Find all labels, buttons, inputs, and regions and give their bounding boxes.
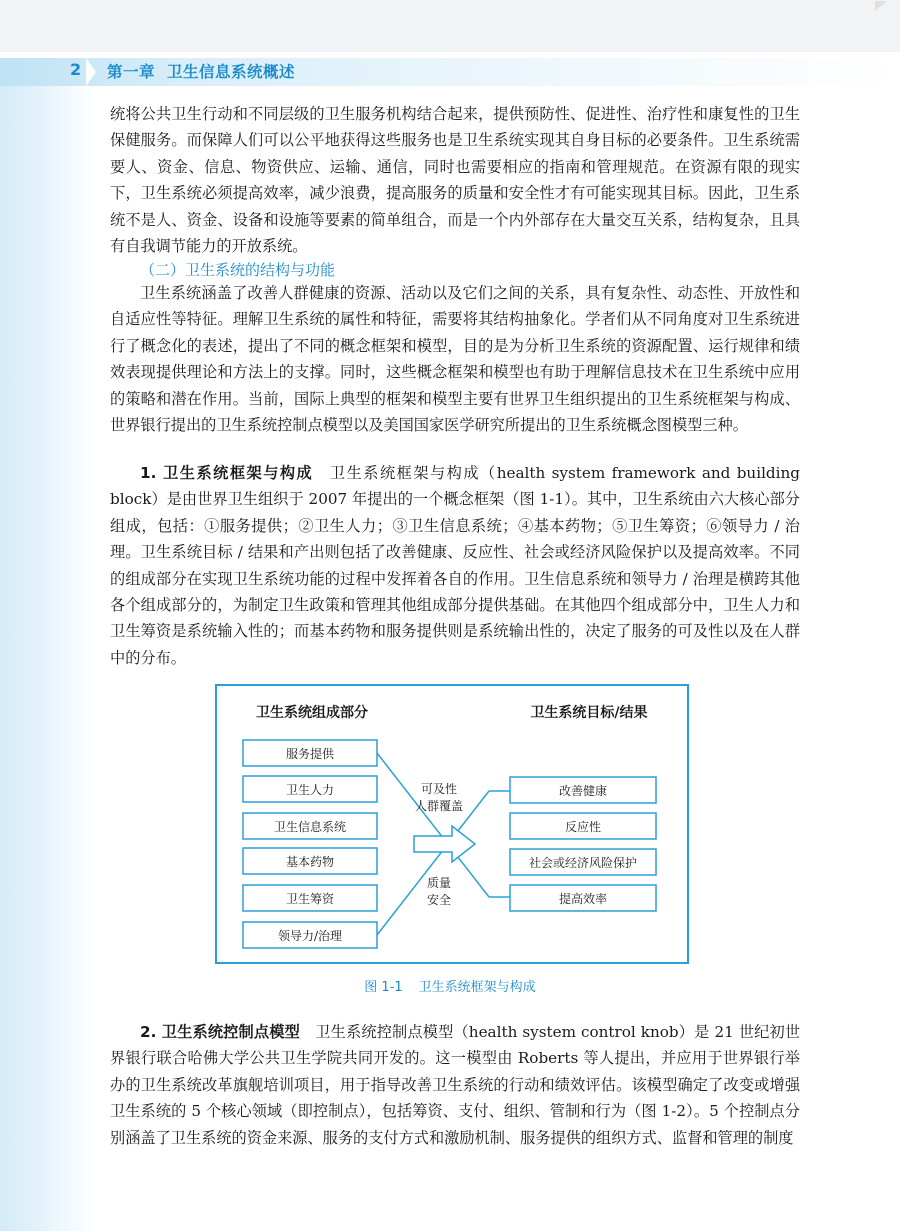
paragraph-4-heading: 2. 卫生系统控制点模型 [140,1023,300,1041]
component-box-2 [243,776,377,802]
paragraph-2: 卫生系统涵盖了改善人群健康的资源、活动以及它们之间的关系，具有复杂性、动态性、开放性和自适应性等特征。理解卫生系统的属性和特征，需要将其结构抽象化。学者们从不同角度对卫生系统进行了概念化的表述，提出了不同的概念框架和模型，目的是为分析卫生系统的资源配置、运行规律和绩效表现提供理论和方法上的支撑。同时，这些概念框架和模型也有助于理解信息技术在卫生系统中应用的策略和潜在作用。当前，国际上典型的框架和模型主要有世界卫生组织提出的卫生系统框架与构成、世界银行提出的卫生系统控制点模型以及美国国家医学研究所提出的卫生系统概念图模型三种。 [110,284,800,435]
header-chevron-icon [86,58,96,86]
paragraph-4 [110,1019,800,1151]
caption-number: 图 1-1 [364,980,403,995]
page-number: 2 [70,60,82,79]
outcome-box-2 [510,813,656,839]
figure-1-1 [215,684,689,964]
component-box-3 [243,813,377,839]
paragraph-3-heading: 1. 卫生系统框架与构成 [140,464,314,482]
paragraph-1: 统将公共卫生行动和不同层级的卫生服务机构结合起来，提供预防性、促进性、治疗性和康复性的卫生保健服务。而保障人们可以公平地获得这些服务也是卫生系统实现其自身目标的必要条件。卫生系统需要人、资金、信息、物资供应、运输、通信，同时也需要相应的指南和管理规范。在资源有限的现实下，卫生系统必须提高效率，减少浪费，提高服务的质量和安全性才有可能实现其目标。因此，卫生系统不是人、资金、设备和设施等要素的简单组合，而是一个内外部存在大量交互关系，结构复杂，且具有自我调节能力的开放系统。 [110,105,800,256]
framework-diagram [217,686,687,962]
component-box-1 [243,740,377,766]
chapter-name: 卫生信息系统概述 [167,63,296,81]
left-color-band [0,58,96,1231]
access-label: 可及性 [420,782,458,796]
paragraph-3-text: 卫生系统框架与构成（health system framework and building block）是由世界卫生组织于 2007 年提出的一个概念框架（图 1-1）。其中，卫生系统由六大核心部分组成，包括：①服务提供；②卫生人力；③卫生信息系统；④基本药物；⑤卫生筹资；⑥领导力 / 治理。卫生系统目标 / 结果和产出则包括了改善健康、反应性、社会或经济风险保护以及提高效率。不同的组成部分在实现卫生系统功能的过程中发挥着各自的作用。卫生信息系统和领导力 / 治理是横跨其他各个组成部分的，为制定卫生政策和管理其他组成部分提供基础。在其他四个组成部分中，卫生人力和卫生筹资是系统输入性的；而基本药物和服务提供则是系统输出性的，决定了服务的可及性以及在人群中的分布。 [110,464,801,667]
section-heading: （二）卫生系统的结构与功能 [140,261,336,279]
center-arrow-icon [414,826,475,862]
outcome-label: 反应性 [564,820,602,834]
component-box-6 [243,922,377,948]
paragraph-3 [110,460,800,671]
component-label: 领导力/治理 [277,929,343,943]
component-label: 服务提供 [285,747,335,761]
figure-caption [0,976,900,995]
component-box-5 [243,885,377,911]
component-label: 卫生信息系统 [273,820,347,834]
component-box-4 [243,848,377,874]
chapter-number: 第一章 [107,63,156,81]
component-label: 基本药物 [285,855,335,869]
outcome-label: 改善健康 [558,784,608,798]
safety-label: 安全 [426,893,452,907]
outcome-label: 社会或经济风险保护 [528,856,638,870]
outcome-label: 提高效率 [558,892,608,906]
outcome-box-1 [510,777,656,803]
corner-mark-icon [874,0,888,12]
outcome-box-4 [510,885,656,911]
chapter-title [107,60,307,82]
quality-label: 质量 [426,876,452,890]
right-column-title: 卫生系统目标/结果 [530,705,648,721]
component-label: 卫生人力 [285,783,335,797]
paragraph-4-text: 卫生系统控制点模型（health system control knob）是 21 世纪初世界银行联合哈佛大学公共卫生学院共同开发的。这一模型由 Roberts 等人提出，并应用于世界银行举办的卫生系统改革旗舰培训项目，用于指导改善卫生系统的行动和绩效评估。该模型确定了改变或增强卫生系统的 5 个核心领域（即控制点），包括筹资、支付、组织、管制和行为（图 1-2）。5 个控制点分别涵盖了卫生系统的资金来源、服务的支付方式和激励机制、服务提供的组织方式、监督和管理的制度 [110,1023,801,1147]
component-label: 卫生筹资 [285,892,335,906]
coverage-label: 人群覆盖 [414,799,464,813]
top-margin [0,0,900,52]
caption-title: 卫生系统框架与构成 [418,980,536,995]
outcome-box-3 [510,849,656,875]
left-column-title: 卫生系统组成部分 [256,705,368,721]
